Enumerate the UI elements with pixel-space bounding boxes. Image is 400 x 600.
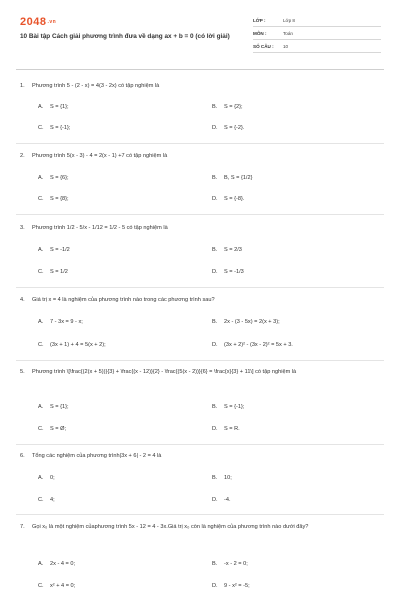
question-text: Phương trình \[\frac{(2(x + 5))}{3} + \frac{(x - 12)}{2} - \frac{(5(x - 2))}{6} = \frac{x}{3} + 11\] có tập nghiệm là — [32, 369, 297, 375]
question-number: 1. — [20, 83, 25, 89]
meta-key: MÔN : — [253, 31, 267, 36]
document-page: 2048.vn 10 Bài tập Cách giải phương trình đưa về dạng ax + b = 0 (có lời giải) LỚP : Lớp 8 MÔN : Toán SỐ CÂU : 10 1. Phương trình 5 - (2 - x) = 4(3 - 2x) có tập nghiệm là A. S = {1}; B. S = {2}; C. S = {-1}; D. S = {-2}. 2. Phương trình 5(x - 3) - 4 = 2(x - 1) +7 có tập nghiệm là A. S = {6}; B. B, S = {1/2} C. S = {8}; D. S = {-8}. 3. Phương trình 1/2 - 5/x - 1/12 = 1/2 - 5 có tập nghiệm là A. S = -1/2 B. S = 2/3 C. S = 1/2 D. S = -1/3 4. Giá trị x = 4 là nghiệm của phương trình nào trong các phương trình sau? A. 7 - 3x = 9 - x; B. 2x - (3 - 5x) = 2(x + 3); C. (3x + 1) + 4 = 5(x + 2); D. (3x + 2)² - (3x - 2)² = 5x + 3. 5. Phương trình \[\frac{(2(x + 5))}{3} + \frac{(x - 12)}{2} - \frac{(5(x - 2))}{6} = \frac{x}{3} + 11\] có tập nghiệm là A. S = {1}; B. S = {-1}; C. S = Ø; D. S = R. 6. Tổng các nghiệm của phương trình|3x + 6| - 2 = 4 là A. 0; B. 10; C. 4; D. -4. 7. Gọi x₀ là một nghiệm củaphương trình 5x - 12 = 4 - 3x.Giá trị x₀ còn là nghiệm của phương trình nào dưới đây? A. 2x - 4 = 0; B. -x - 2 = 0; C. x² + 4 = 0; D. 9 - x² = -5; — [0, 0, 400, 600]
question-number: 7. — [20, 524, 25, 530]
question-text: Phương trình 5(x - 3) - 4 = 2(x - 1) +7 có tập nghiệm là — [32, 153, 168, 159]
question-text: Phương trình 5 - (2 - x) = 4(3 - 2x) có tập nghiệm là — [32, 83, 160, 89]
question-separator — [16, 287, 384, 288]
question-separator — [16, 360, 384, 361]
question-separator — [16, 143, 384, 144]
question-7 — [20, 523, 382, 543]
document-title: 10 Bài tập Cách giải phương trình đưa về dạng ax + b = 0 (có lời giải) — [20, 33, 230, 40]
question-5 — [20, 368, 382, 388]
header-divider — [16, 69, 384, 70]
question-number: 3. — [20, 225, 25, 231]
meta-row-count — [253, 42, 381, 53]
meta-value: Lớp 8 — [283, 18, 295, 23]
question-separator — [16, 514, 384, 515]
question-number: 2. — [20, 153, 25, 159]
question-number: 5. — [20, 369, 25, 375]
question-text: Gọi x₀ là một nghiệm củaphương trình 5x - 12 = 4 - 3x.Giá trị x₀ còn là nghiệm của phương trình nào dưới đây? — [32, 524, 309, 530]
meta-row-subject — [253, 29, 381, 40]
site-logo[interactable]: 2048.vn — [20, 16, 57, 28]
meta-key: SỐ CÂU : — [253, 44, 274, 49]
meta-key: LỚP : — [253, 18, 266, 23]
meta-table — [253, 16, 381, 55]
meta-row-class — [253, 16, 381, 27]
question-number: 6. — [20, 453, 25, 459]
question-text: Phương trình 1/2 - 5/x - 1/12 = 1/2 - 5 có tập nghiệm là — [32, 225, 168, 231]
document-header — [0, 0, 400, 70]
question-number: 4. — [20, 297, 25, 303]
question-separator — [16, 214, 384, 215]
meta-value: 10 — [283, 44, 289, 49]
question-text: Tổng các nghiệm của phương trình|3x + 6| - 2 = 4 là — [32, 453, 162, 459]
meta-value: Toán — [283, 31, 293, 36]
question-text: Giá trị x = 4 là nghiệm của phương trình nào trong các phương trình sau? — [32, 297, 215, 303]
question-separator — [16, 444, 384, 445]
